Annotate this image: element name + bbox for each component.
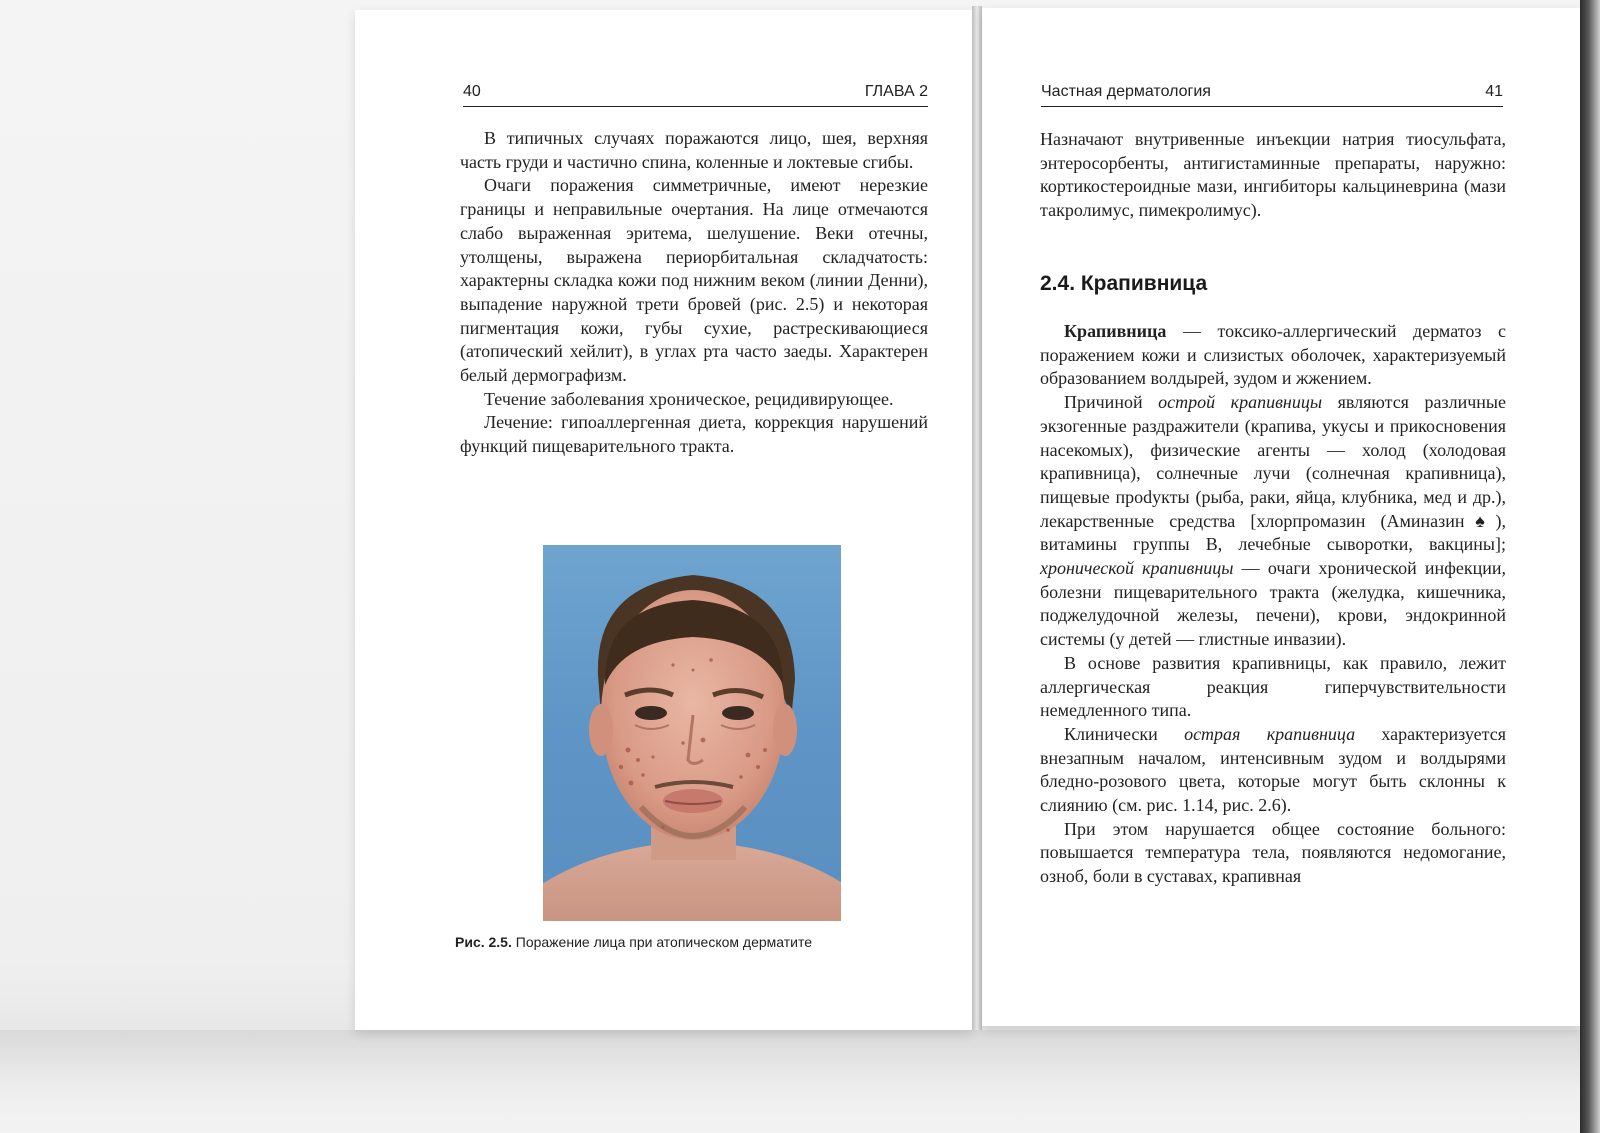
text-run: Клинически xyxy=(1064,723,1185,744)
text-run: Причиной xyxy=(1064,392,1159,413)
defined-term: Крапивница xyxy=(1064,321,1167,341)
left-running-head xyxy=(463,80,928,107)
figure-label: Рис. 2.5. xyxy=(455,934,512,950)
right-intro-text xyxy=(1040,128,1506,223)
left-body-text xyxy=(460,127,928,459)
text-run: являются различные экзогенные раздражители (крапива, укусы и прикосновения насекомых), физические агенты — холод (холодовая крапивница), солнечные лучи (солнечная крапивница), пищевые проdукты (рыба, раки, яйца, клубника, мед и др.), лекарственные средства [хлорпромазин (Аминазин♠), витамины группы В, лечебные сыворотки, вакцины]; xyxy=(1040,392,1506,555)
italic-term: острой крапивницы xyxy=(1158,392,1323,413)
figure-caption-text: Поражение лица при атопическом дерматите xyxy=(515,934,813,950)
text-run: — очаги хронической инфекции, болезни пищеварительного тракта (желудка, кишечника, поджелудочной железы, печени), крови, эндокринной системы (у детей — глистные инвазии). xyxy=(1040,558,1506,650)
paragraph: В основе развития крапивницы, как правило, лежит аллергическая реакция гиперчувствительности немедленного типа. xyxy=(1040,652,1506,721)
right-body-text xyxy=(1040,320,1506,889)
paragraph: Лечение: гипоаллергенная диета, коррекция нарушений функций пищеварительного тракта. xyxy=(460,412,928,457)
text-run: — токсико-аллергический дерматоз с поражением кожи и слизистых оболочек, характеризуемый образованием волдырей, зудом и жжением. xyxy=(1040,321,1506,389)
section-heading: 2.4. Крапивница xyxy=(1040,272,1208,295)
text-run: характеризуется внезапным началом, интенсивным зудом и волдырями бледно-розового цвета, которые могут быть склонны к слиянию (см. рис. 1.14, рис. 2.6). xyxy=(1040,723,1506,816)
paragraph: В типичных случаях поражаются лицо, шея, верхняя часть груди и частично спина, коленные и локтевые сгибы. xyxy=(460,128,928,172)
paragraph: Назначают внутривенные инъекции натрия тиосульфата, энтеросорбенты, антигистаминные препараты, наружно: кортикостероидные мази, ингибиторы кальциневрина (мази такролимус, пимекролимус). xyxy=(1040,129,1506,221)
face-illustration xyxy=(543,545,841,921)
paragraph xyxy=(1040,320,1506,391)
right-page-number: 41 xyxy=(1485,83,1503,100)
paragraph: При этом нарушается общее состояние больного: повышается температура тела, появляются недомогание, озноб, боли в суставах, крапивная xyxy=(1040,818,1506,887)
figure-caption xyxy=(455,934,895,950)
italic-term: острая крапивница xyxy=(1184,723,1356,744)
patient-face-photo xyxy=(543,545,841,921)
chapter-label: ГЛАВА 2 xyxy=(864,83,928,100)
scan-right-edge xyxy=(1580,0,1600,1133)
section-running-title: Частная дерматология xyxy=(1041,83,1211,100)
paragraph xyxy=(1040,391,1506,652)
book-gutter xyxy=(972,6,982,1030)
paragraph: Течение заболевания хроническое, рецидивирующее. xyxy=(484,388,894,409)
paragraph xyxy=(1040,723,1506,818)
left-page-number: 40 xyxy=(463,83,481,100)
right-running-head xyxy=(1041,80,1503,107)
scan-bottom-shadow xyxy=(0,1030,1600,1133)
italic-term: хронической крапивницы xyxy=(1040,558,1234,579)
paragraph: Очаги поражения симметричные, имеют нерезкие границы и неправильные очертания. На лице отмечаются слабо выраженная эритема, шелушение. Веки отечны, утолщены, выражена периорбитальная складчатость: характерны складка кожи под нижним веком (линии Денни), выпадение наружной трети бровей (рис. 2.5) и некоторая пигментация кожи, губы сухие, растрескивающиеся (атопический хейлит), в углах рта часто заеды. Характерен белый дермографизм. xyxy=(460,175,928,386)
